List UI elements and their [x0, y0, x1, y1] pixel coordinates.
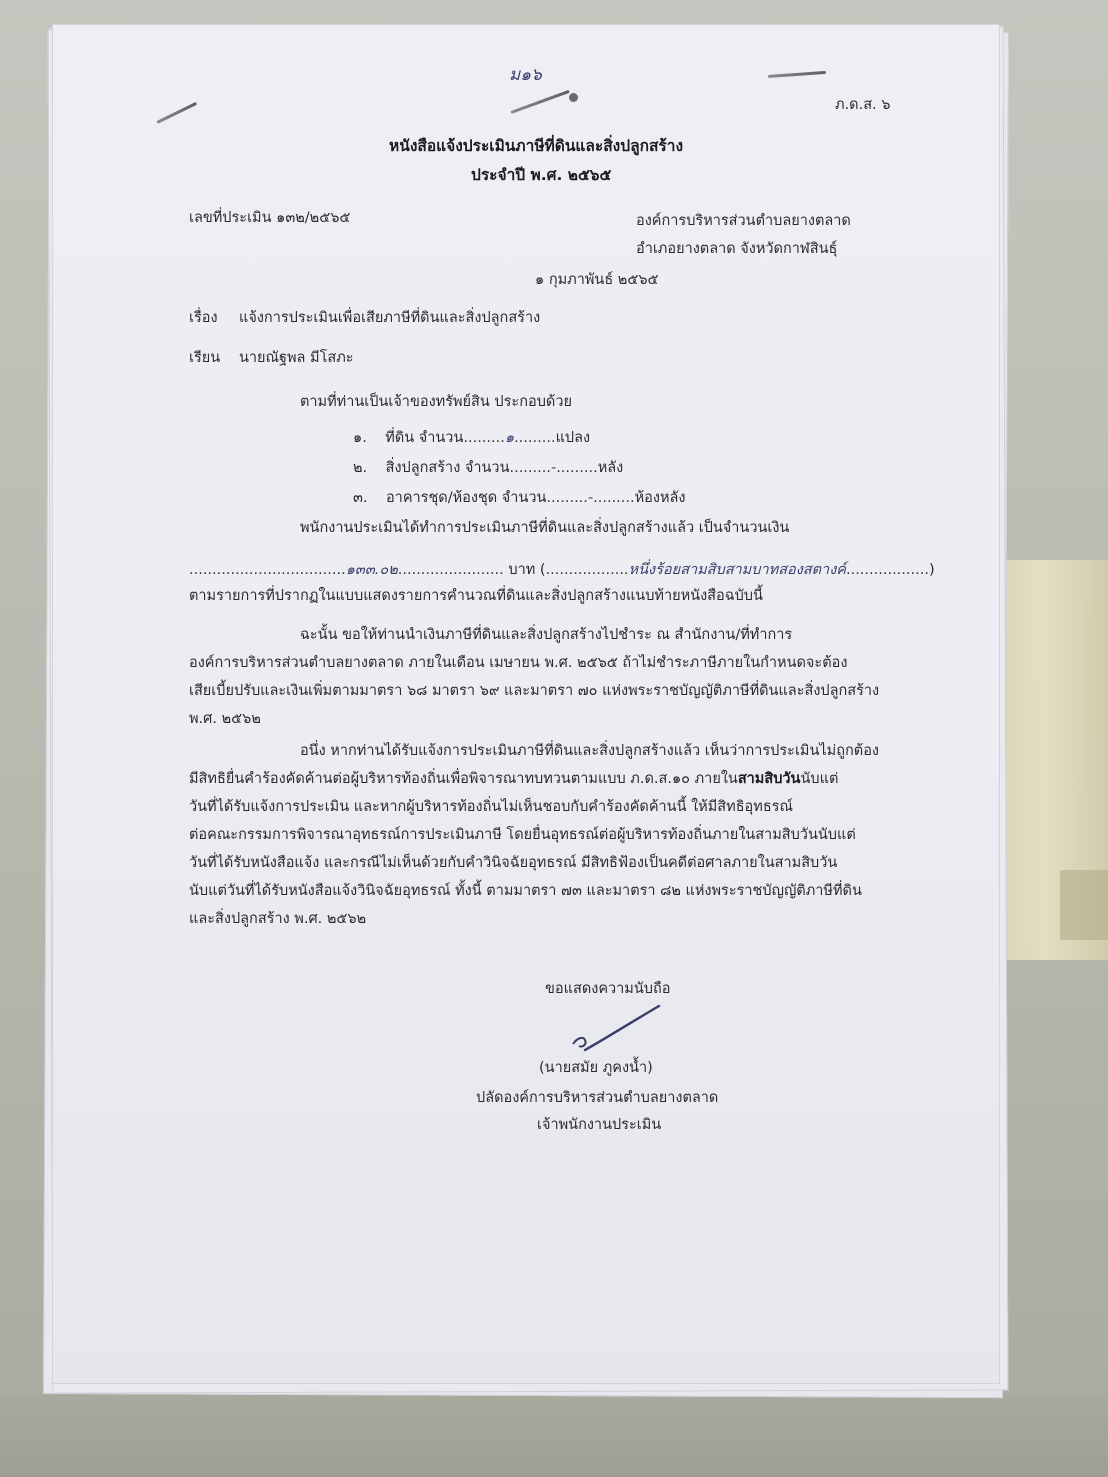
closing-regards: ขอแสดงความนับถือ [545, 981, 671, 997]
item-unit: หลัง [597, 460, 624, 476]
item-number: ๓. [353, 490, 368, 506]
item-label: อาคารชุด/ห้องชุด จำนวน [385, 490, 547, 506]
document-page [52, 24, 1000, 1384]
calculation-reference: ตามรายการที่ปรากฏในแบบแสดงรายการคำนวณที่ดินและสิ่งปลูกสร้างแนบท้ายหนังสือฉบับนี้ [189, 588, 763, 604]
appeal-paragraph-line: และสิ่งปลูกสร้าง พ.ศ. ๒๕๖๒ [189, 911, 367, 927]
appeal-paragraph-line: วันที่ได้รับแจ้งการประเมิน และหากผู้บริหารท้องถิ่นไม่เห็นชอบกับคำร้องคัดค้านนี้ ให้มีสิทธิอุทธรณ์ [189, 799, 793, 815]
item-value: ๑ [504, 430, 515, 446]
appeal-paragraph-line [189, 769, 838, 789]
amount-currency: บาท [508, 562, 536, 578]
appeal-paragraph-line: วันที่ได้รับหนังสือแจ้ง และกรณีไม่เห็นด้วยกับคำวินิจฉัยอุทธรณ์ มีสิทธิฟ้องเป็นคดีต่อศาลภายในสามสิบวัน [189, 855, 838, 871]
appeal-deadline-emphasis: สามสิบวัน [737, 771, 801, 787]
recipient-label: เรียน [189, 350, 221, 366]
amount-number: ๑๓๓.๐๒ [345, 562, 398, 578]
item-label: สิ่งปลูกสร้าง จำนวน [385, 460, 510, 476]
item-number: ๑. [353, 430, 367, 446]
appeal-paragraph-line: อนึ่ง หากท่านได้รับแจ้งการประเมินภาษีที่ดินและสิ่งปลูกสร้างแล้ว เห็นว่าการประเมินไม่ถูกต้อง [300, 743, 879, 759]
pin-icon [156, 102, 197, 124]
signer-name: (นายสมัย ภูคงน้ำ) [539, 1060, 653, 1076]
body-intro: ตามที่ท่านเป็นเจ้าของทรัพย์สิน ประกอบด้วย [300, 394, 572, 410]
tape-stain [1060, 870, 1108, 940]
property-item: ๒. สิ่งปลูกสร้าง จำนวน.........-.........หลัง [353, 460, 624, 476]
item-unit: ห้องหลัง [634, 490, 686, 506]
property-item: ๓. อาคารชุด/ห้องชุด จำนวน.........-.........ห้องหลัง [353, 490, 686, 506]
recipient-name: นายณัฐพล มีโสภะ [239, 350, 354, 366]
form-code: ภ.ด.ส. ๖ [835, 97, 891, 113]
amount-line: ..................................๑๓๓.๐๒....................... บาท (..................หนึ่งร้อยสามสิบสามบาทสองสตางค์..................) [189, 562, 935, 578]
item-label: ที่ดิน จำนวน [385, 430, 464, 446]
payment-paragraph-line: พ.ศ. ๒๕๖๒ [189, 711, 261, 727]
payment-paragraph-line: องค์การบริหารส่วนตำบลยางตลาด ภายในเดือน เมษายน พ.ศ. ๒๕๖๕ ถ้าไม่ชำระภาษีภายในกำหนดจะต้อง [189, 655, 848, 671]
item-value: - [550, 460, 557, 476]
item-value: - [587, 490, 594, 506]
signer-position: ปลัดองค์การบริหารส่วนตำบลยางตลาด [476, 1090, 719, 1106]
appeal-text: มีสิทธิยื่นคำร้องคัดค้านต่อผู้บริหารท้องถิ่นเพื่อพิจารณาทบทวนตามแบบ ภ.ด.ส.๑๐ ภายใน [189, 771, 738, 787]
item-number: ๒. [353, 460, 368, 476]
item-unit: แปลง [555, 430, 591, 446]
pin-head-icon [569, 93, 578, 102]
amount-words: หนึ่งร้อยสามสิบสามบาทสองสตางค์ [628, 562, 846, 578]
subject-text: แจ้งการประเมินเพื่อเสียภาษีที่ดินและสิ่งปลูกสร้าง [239, 310, 541, 326]
background-surface [0, 1395, 1108, 1477]
signature-mark [563, 1000, 673, 1060]
assessment-number: เลขที่ประเมิน ๑๓๒/๒๕๖๕ [189, 210, 351, 226]
office-address: อำเภอยางตลาด จังหวัดกาฬสินธุ์ [636, 241, 838, 257]
assessment-statement: พนักงานประเมินได้ทำการประเมินภาษีที่ดินและสิ่งปลูกสร้างแล้ว เป็นจำนวนเงิน [300, 520, 790, 536]
payment-paragraph-line: ฉะนั้น ขอให้ท่านนำเงินภาษีที่ดินและสิ่งปลูกสร้างไปชำระ ณ สำนักงาน/ที่ทำการ [300, 627, 793, 643]
pin-icon [768, 71, 826, 78]
appeal-text: นับแต่ [800, 771, 839, 787]
pin-icon [510, 90, 569, 114]
document-subtitle: ประจำปี พ.ศ. ๒๕๖๕ [471, 166, 612, 184]
payment-paragraph-line: เสียเบี้ยปรับและเงินเพิ่มตามมาตรา ๖๘ มาตรา ๖๙ และมาตรา ๗๐ แห่งพระราชบัญญัติภาษีที่ดินและสิ่งปลูกสร้าง [189, 683, 880, 699]
property-item: ๑. ที่ดิน จำนวน.........๑.........แปลง [353, 430, 591, 446]
office-name: องค์การบริหารส่วนตำบลยางตลาด [636, 213, 851, 229]
appeal-paragraph-line: นับแต่วันที่ได้รับหนังสือแจ้งวินิจฉัยอุทธรณ์ ทั้งนี้ ตามมาตรา ๗๓ และมาตรา ๘๒ แห่งพระราชบัญญัติภาษีที่ดิน [189, 883, 862, 899]
document-date: ๑ กุมภาพันธ์ ๒๕๖๕ [535, 272, 659, 288]
handwritten-reference: ม๑๖ [509, 65, 542, 85]
appeal-paragraph-line: ต่อคณะกรรมการพิจารณาอุทธรณ์การประเมินภาษี โดยยื่นอุทธรณ์ต่อผู้บริหารท้องถิ่นภายในสามสิบวันนับแต่ [189, 827, 856, 843]
signer-role: เจ้าพนักงานประเมิน [537, 1117, 662, 1133]
subject-label: เรื่อง [189, 310, 218, 326]
document-title: หนังสือแจ้งประเมินภาษีที่ดินและสิ่งปลูกสร้าง [389, 137, 684, 155]
